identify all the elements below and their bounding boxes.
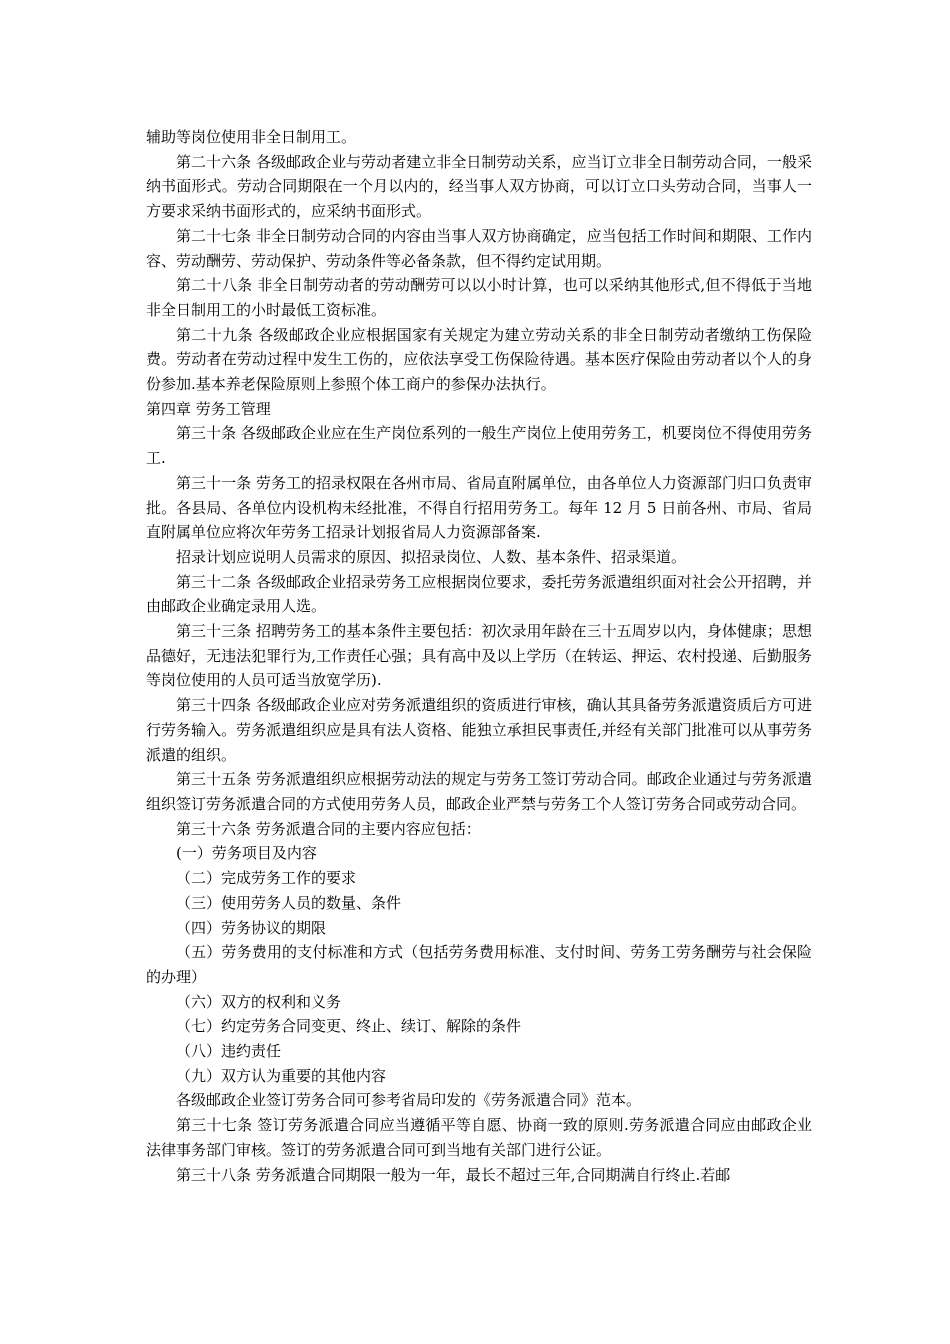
list-item: （七）约定劳务合同变更、终止、续订、解除的条件 — [176, 1017, 522, 1036]
recruitment-plan-paragraph: 招录计划应说明人员需求的原因、拟招录岗位、人数、基本条件、招录渠道。 — [176, 547, 687, 566]
template-reference-paragraph: 各级邮政企业签订劳务合同可参考省局印发的《劳务派遣合同》范本。 — [176, 1091, 642, 1110]
article-26-paragraph: 第二十六条 各级邮政企业与劳动者建立非全日制劳动关系，应当订立非全日制劳动合同，一般采纳书面形式。劳动合同期限在一个月以内的，经当事人双方协商，可以订立口头劳动合同，当事人一方要求采纳书面形式的，应采纳书面形式。 — [146, 152, 812, 221]
article-33-paragraph: 第三十三条 招聘劳务工的基本条件主要包括：初次录用年龄在三十五周岁以内，身体健康；思想品德好，无违法犯罪行为,工作责任心强；具有高中及以上学历（在转运、押运、农村投递、后勤服务等岗位使用的人员可适当放宽学历). — [146, 622, 812, 690]
article-38-paragraph: 第三十八条 劳务派遣合同期限一般为一年，最长不超过三年,合同期满自行终止.若邮 — [176, 1165, 731, 1184]
list-item: (一）劳务项目及内容 — [176, 844, 317, 863]
article-27-paragraph: 第二十七条 非全日制劳动合同的内容由当事人双方协商确定，应当包括工作时间和期限、工作内容、劳动酬劳、劳动保护、劳动条件等必备条款，但不得约定试用期。 — [146, 226, 812, 270]
article-37-paragraph: 第三十七条 签订劳务派遣合同应当遵循平等自愿、协商一致的原则.劳务派遣合同应由邮政企业法律事务部门审核。签订的劳务派遣合同可到当地有关部门进行公证。 — [146, 1116, 812, 1159]
article-31-paragraph: 第三十一条 劳务工的招录权限在各州市局、省局直附属单位，由各单位人力资源部门归口负责审批。各县局、各单位内设机构未经批准，不得自行招用劳务工。每年 12 月 5 日前各州、市局、省局直附属单位应将次年劳务工招录计划报省局人力资源部备案. — [146, 473, 812, 542]
article-36-paragraph: 第三十六条 劳务派遣合同的主要内容应包括： — [176, 819, 481, 838]
article-29-paragraph: 第二十九条 各级邮政企业应根据国家有关规定为建立劳动关系的非全日制劳动者缴纳工伤保险费。劳动者在劳动过程中发生工伤的，应依法享受工伤保险待遇。基本医疗保险由劳动者以个人的身份参加.基本养老保险原则上参照个体工商户的参保办法执行。 — [146, 325, 812, 394]
article-34-paragraph: 第三十四条 各级邮政企业应对劳务派遣组织的资质进行审核，确认其具备劳务派遣资质后方可进行劳务输入。劳务派遣组织应是具有法人资格、能独立承担民事责任,并经有关部门批准可以从事劳务派遣的组织。 — [146, 696, 812, 764]
chapter-heading: 第四章 劳务工管理 — [146, 399, 271, 418]
article-28-paragraph: 第二十八条 非全日制劳动者的劳动酬劳可以以小时计算，也可以采纳其他形式,但不得低于当地非全日制用工的小时最低工资标准。 — [146, 276, 812, 319]
article-35-paragraph: 第三十五条 劳务派遣组织应根据劳动法的规定与劳务工签订劳动合同。邮政企业通过与劳务派遣组织签订劳务派遣合同的方式使用劳务人员，邮政企业严禁与劳务工个人签订劳务合同或劳动合同。 — [146, 770, 812, 813]
article-30-paragraph: 第三十条 各级邮政企业应在生产岗位系列的一般生产岗位上使用劳务工，机要岗位不得使用劳务工. — [146, 424, 812, 468]
article-32-paragraph: 第三十二条 各级邮政企业招录劳务工应根据岗位要求，委托劳务派遣组织面对社会公开招聘，并由邮政企业确定录用人选。 — [146, 572, 812, 616]
list-item: （二）完成劳务工作的要求 — [176, 869, 357, 888]
list-item: （三）使用劳务人员的数量、条件 — [176, 893, 402, 912]
list-item: （八）违约责任 — [176, 1042, 282, 1061]
list-item: （六）双方的权利和义务 — [176, 992, 342, 1011]
list-item: （四）劳务协议的期限 — [176, 918, 327, 937]
list-item: （五）劳务费用的支付标准和方式（包括劳务费用标准、支付时间、劳务工劳务酬劳与社会保险的办理） — [146, 943, 812, 986]
list-item: （九）双方认为重要的其他内容 — [176, 1066, 387, 1085]
paragraph: 辅助等岗位使用非全日制用工。 — [146, 128, 357, 146]
document-body — [146, 125, 812, 1187]
